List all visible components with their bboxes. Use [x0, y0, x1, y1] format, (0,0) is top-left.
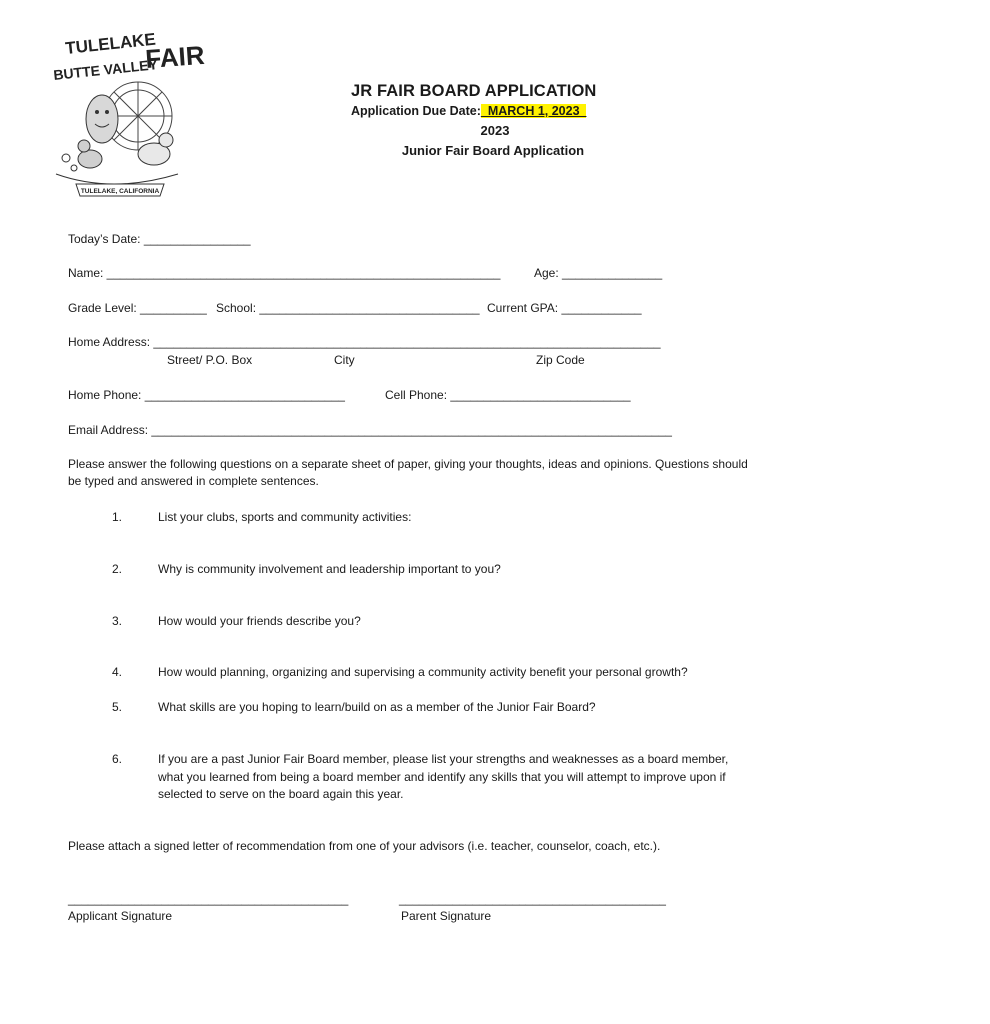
- question-text: Why is community involvement and leadership important to you?: [158, 562, 501, 576]
- question-text: What skills are you hoping to learn/build on as a member of the Junior Fair Board?: [158, 700, 596, 714]
- question-number: 1.: [112, 510, 123, 524]
- recommendation-text: Please attach a signed letter of recommendation from one of your advisors (i.e. teacher, counselor, coach, etc.).: [68, 839, 661, 853]
- home-address-field[interactable]: Home Address: ____________________________________________________________________________: [68, 335, 661, 349]
- address-zip-label: Zip Code: [536, 353, 585, 367]
- form-subtitle: Junior Fair Board Application: [401, 143, 585, 158]
- question-text: If you are a past Junior Fair Board member, please list your strengths and weaknesses as a board member, what you learned from being a board member and identify any skills that you will attempt to improve upon if selected to serve on the board again this year.: [158, 752, 729, 801]
- address-city-label: City: [334, 353, 355, 367]
- applicant-signature-line[interactable]: __________________________________________: [68, 892, 349, 906]
- logo-fair: FAIR: [144, 39, 206, 74]
- form-year: 2023: [480, 123, 510, 138]
- email-field[interactable]: Email Address: ______________________________________________________________________________: [68, 423, 672, 437]
- cell-phone-field[interactable]: Cell Phone: ___________________________: [385, 388, 631, 402]
- parent-signature-line[interactable]: ________________________________________: [399, 892, 666, 906]
- form-title: JR FAIR BOARD APPLICATION: [351, 82, 597, 100]
- address-street-label: Street/ P.O. Box: [167, 353, 253, 367]
- due-date: [351, 104, 586, 118]
- question-number: 6.: [112, 752, 123, 766]
- instructions-text: Please answer the following questions on a separate sheet of paper, giving your thoughts, ideas and opinions. Questions should be typed and answered in complete sentences.: [68, 457, 748, 488]
- question-text: List your clubs, sports and community activities:: [158, 510, 412, 524]
- gpa-field[interactable]: Current GPA: ____________: [487, 301, 642, 315]
- grade-level-field[interactable]: Grade Level: __________: [68, 301, 207, 315]
- due-date-label: Application Due Date:: [351, 104, 481, 118]
- question-number: 5.: [112, 700, 123, 714]
- question-number: 3.: [112, 614, 123, 628]
- fair-logo: [52, 24, 206, 202]
- school-field[interactable]: School: _________________________________: [216, 301, 480, 315]
- todays-date-field[interactable]: Today’s Date: ________________: [68, 232, 251, 246]
- name-field[interactable]: Name: ___________________________________________________________: [68, 266, 501, 280]
- applicant-signature-label: Applicant Signature: [68, 909, 173, 923]
- question-number: 4.: [112, 665, 123, 679]
- logo-line2: BUTTE VALLEY: [52, 56, 159, 83]
- age-field[interactable]: Age: _______________: [534, 266, 663, 280]
- logo-location: TULELAKE, CALIFORNIA: [80, 188, 160, 195]
- home-phone-field[interactable]: Home Phone: ______________________________: [68, 388, 345, 402]
- logo-line1: TULELAKE: [64, 29, 157, 58]
- parent-signature-label: Parent Signature: [401, 909, 492, 923]
- question-text: How would planning, organizing and supervising a community activity benefit your personal growth?: [158, 665, 688, 679]
- question-number: 2.: [112, 562, 123, 576]
- due-date-value: MARCH 1, 2023: [480, 104, 587, 118]
- question-text: How would your friends describe you?: [158, 614, 361, 628]
